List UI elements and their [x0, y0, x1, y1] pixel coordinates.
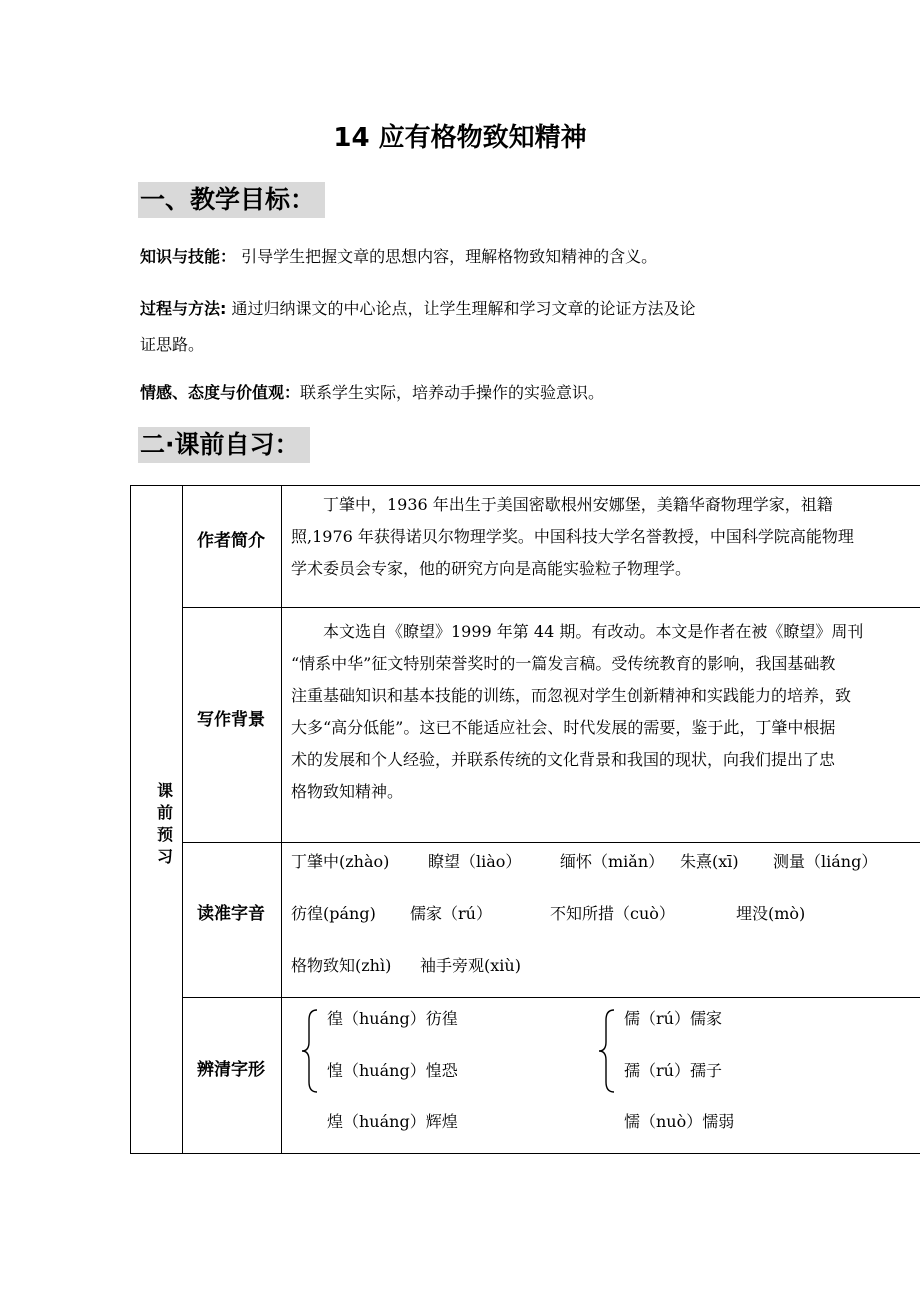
objective-label: 过程与方法: [140, 299, 227, 318]
pronunciation-item: 不知所措（cuò） [550, 904, 675, 923]
pronunciation-item: 丁肇中(zhào) [291, 852, 390, 871]
glyph-item: 徨（huáng）彷徨 [327, 1009, 458, 1028]
background-line: 注重基础知识和基本技能的训练，而忽视对学生创新精神和实践能力的培养，致 [291, 686, 852, 705]
table-border [130, 485, 131, 1154]
objective-label: 情感、态度与价值观： [140, 383, 301, 402]
writing-background [291, 616, 863, 808]
objective-label: 知识与技能： [140, 247, 237, 266]
pronunciation-item: 格物致知(zhì) [291, 956, 392, 975]
author-intro [291, 489, 854, 585]
background-line: 格物致知精神。 [291, 782, 404, 801]
objective-text: 通过归纳课文的中心论点，让学生理解和学习文章的论证方法及论 [226, 299, 696, 318]
background-line: 本文选自《瞭望》1999 年第 44 期。有改动。本文是作者在被《瞭望》周刊 [323, 622, 864, 641]
glyph-item: 懦（nuò）懦弱 [624, 1112, 735, 1131]
author-line: 学术委员会专家，他的研究方向是高能实验粒子物理学。 [291, 559, 692, 578]
glyph-item: 惶（huáng）惶恐 [327, 1061, 458, 1080]
left-brace [300, 1008, 320, 1094]
objective-process [140, 298, 696, 320]
table-divider [281, 485, 282, 1154]
row-label-glyphs: 辨清字形 [197, 1060, 265, 1080]
glyph-item: 孺（rú）孺子 [624, 1061, 722, 1080]
background-line: “情系中华”征文特别荣誉奖时的一篇发言稿。受传统教育的影响，我国基础教 [291, 654, 836, 673]
table-border [130, 1153, 920, 1154]
author-line: 照,1976 年获得诺贝尔物理学奖。中国科技大学名誉教授，中国科学院高能物理 [291, 527, 854, 546]
objective-knowledge [140, 246, 657, 268]
table-border [130, 485, 920, 486]
background-line: 术的发展和个人经验，并联系传统的文化背景和我国的现状，向我们提出了忠 [291, 750, 836, 769]
pronunciation-item: 儒家（rú） [410, 904, 492, 923]
author-line: 丁肇中，1936 年出生于美国密歇根州安娜堡，美籍华裔物理学家，祖籍 [323, 495, 833, 514]
section-heading-objectives: 一、教学目标： [138, 182, 325, 218]
category-label: 课前预习 [156, 781, 173, 866]
table-divider [182, 997, 920, 998]
pronunciation-item: 埋没(mò) [736, 904, 806, 923]
objective-process-cont: 证思路。 [140, 335, 205, 354]
row-label-background: 写作背景 [197, 710, 265, 730]
row-label-author: 作者简介 [197, 531, 265, 551]
pronunciation-item: 朱熹(xī) [680, 852, 739, 871]
pronunciation-item: 彷徨(páng) [291, 904, 376, 923]
pronunciation-item: 袖手旁观(xiù) [420, 956, 521, 975]
glyph-item: 煌（huáng）辉煌 [327, 1112, 458, 1131]
right-brace [597, 1008, 617, 1094]
table-divider [182, 607, 920, 608]
objective-text: 引导学生把握文章的思想内容，理解格物致知精神的含义。 [236, 247, 658, 266]
table-divider [182, 842, 920, 843]
objective-text: 联系学生实际，培养动手操作的实验意识。 [300, 383, 605, 402]
background-line: 大多“高分低能”。这已不能适应社会、时代发展的需要，鉴于此，丁肇中根据 [291, 718, 836, 737]
page-title: 14 应有格物致知精神 [333, 123, 587, 153]
objective-emotion [140, 382, 604, 404]
row-label-pronunciation: 读准字音 [197, 904, 265, 924]
pronunciation-item: 瞭望（liào） [428, 852, 522, 871]
table-divider [182, 485, 183, 1154]
pronunciation-item: 测量（liáng） [773, 852, 878, 871]
section-heading-preview: 二·课前自习： [138, 427, 310, 463]
glyph-item: 儒（rú）儒家 [624, 1009, 722, 1028]
pronunciation-item: 缅怀（miǎn） [560, 852, 665, 871]
